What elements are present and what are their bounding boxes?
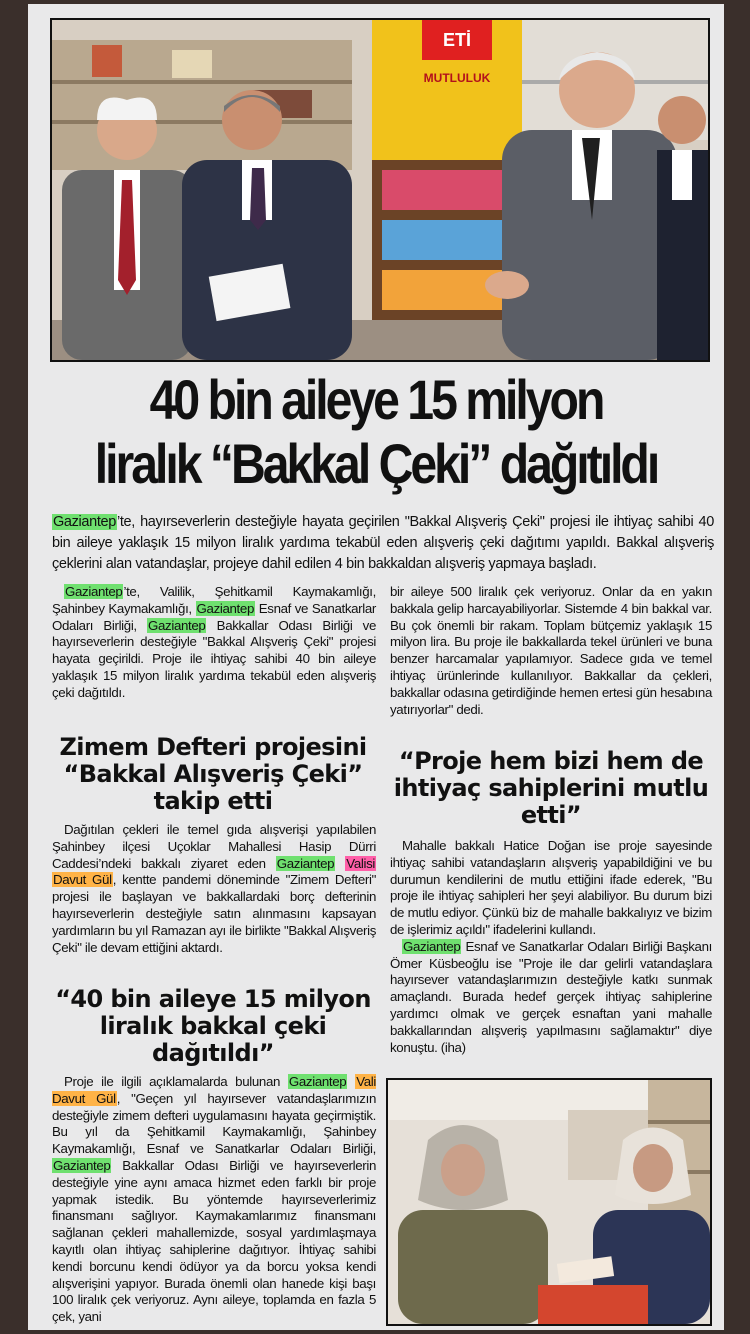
left-paragraph-2: Dağıtılan çekleri ile temel gıda alışverişi yapılabilen Şahinbey ilçesi Uçoklar Mahallesi Hasip Dürri Caddesi’ndeki bakkalı ziyaret eden Gaziantep Valisi Davut Gül, kentte pandemi döneminde "Zimem Defteri" projesi ile başlayan ve bakkallardaki borç defterinin hayırseverlerin desteğiyle satın alınmasını kapsayan yardımların bu yıl Ramazan ayı ile birlikte "Bakkal Alışveriş Çeki" ile devam ettiğini aktardı.	[52, 822, 376, 955]
highlight-vali-davut-gul: Vali Davut Gül	[52, 1074, 376, 1106]
bottom-photo-illustration	[388, 1080, 710, 1324]
left-column-3	[52, 1074, 376, 1326]
highlight-davut-gul: Davut Gül	[53, 872, 112, 888]
right-column-2	[390, 838, 712, 1056]
left-column	[52, 584, 376, 702]
right-column	[390, 584, 712, 718]
subheading-proje-hem: “Proje hem bizi hem de ihtiyaç sahiplerini mutlu etti”	[393, 747, 709, 829]
highlight-gaziantep: Gaziantep	[276, 855, 335, 871]
highlight-gaziantep: Gaziantep	[288, 1074, 347, 1089]
highlight-gaziantep: Gaziantep	[148, 617, 206, 633]
subheading-40-bin: “40 bin aileye 15 milyon liralık bakkal çeki dağıtıldı”	[55, 985, 371, 1067]
highlight-gaziantep: Gaziantep	[65, 584, 123, 599]
highlight-valisi: Valisi	[346, 855, 375, 871]
right-paragraph-1: bir aileye 500 liralık çek veriyoruz. Onlar da en yakın bakkala gelip harcayabiliyorlar. Sistemde 4 bin bakkal var. Bu çok önemli bir rakam. Toplam bütçemiz yaklaşık 15 milyon lira. Bu proje ile bakkallarda tekel ürünleri ve buna benzer harcamalar yapılamıyor. Sadece gıda ve temel ihtiyaç ürünlerinde kullanılıyor. Bakkallar da çekleri, bakkallar odasına getirdiğinde hemen ertesi gün hesabına yatırıyorlar" dedi.	[390, 584, 712, 717]
sign-brand: ETİ	[442, 30, 472, 50]
left-paragraph-3: Proje ile ilgili açıklamalarda bulunan Gaziantep Vali Davut Gül, "Geçen yıl hayırsever vatandaşlarımızın desteğiyle zimem defteri uygulamasını hayata geçirmiştik. Bu yıl da Şehitkamil Kaymakamlığı, Şahinbey Kaymakamlığı, Esnaf ve Sanatkarlar Odaları Birliği, Gaziantep Bakkallar Odası Birliği ve hayırseverlerin desteğiyle yine aynı amaca hizmet eden farklı bir proje yapmak istedik. Bu yöntemde hayırseverlerimiz finansmanı sağlıyor. Kaymakamlarımız finansmanı sağlanan çekleri mahallemizde, sosyal yardımlaşmaya kayıtlı olan ihtiyaç sahiplerine dağıtıyor. İhtiyaç sahibi kendi borcunu kendi ödüyor ya da borcu yoksa kendi alışverişini yapıyor. Burada önemli olan hanede kişi başı 100 liralık çek veriyoruz. Aynı aileye, toplamda en fazla 5 çek, yani	[52, 1074, 376, 1325]
highlight-gaziantep: Gaziantep	[196, 600, 254, 616]
left-paragraph-1: Gaziantep’te, Valilik, Şehitkamil Kaymakamlığı, Şahinbey Kaymakamlığı, Gaziantep Esnaf ve Sanatkarlar Odaları Birliği, Gaziantep Bakkallar Odası Birliği ve hayırseverlerin desteğiyle "Bakkal Alışveriş Çeki" projesi hayata geçirildi. Proje ile ihtiyaç sahibi 40 bin aileye yaklaşık 15 milyon liralık yardıma tekabül eden alışveriş çeki dağıtıldı.	[52, 584, 377, 700]
left-column-2	[52, 822, 376, 956]
sign-text: MUTLULUK	[423, 71, 491, 85]
lead-paragraph	[52, 512, 714, 575]
newspaper-page	[28, 4, 724, 1330]
highlight-gaziantep: Gaziantep	[53, 514, 116, 530]
highlight-gaziantep: Gaziantep	[403, 938, 461, 954]
highlight-gaziantep: Gaziantep	[53, 1157, 111, 1173]
headline-line-1: 40 bin aileye 15 milyon	[149, 368, 603, 431]
subheading-zimem: Zimem Defteri projesini “Bakkal Alışveriş Çeki” takip etti	[59, 733, 367, 815]
headline-line-2: liralık “Bakkal Çeki” dağıtıldı	[94, 432, 658, 495]
top-photo	[50, 18, 710, 362]
top-photo-illustration	[52, 20, 708, 360]
right-paragraph-2: Mahalle bakkalı Hatice Doğan ise proje sayesinde ihtiyaç sahibi vatandaşların alışveriş yapabildiğini ve bu durumun kendilerini de mutlu ettiğini ifade ederek, "Bu proje ile ihtiyaç sahipleri her şeyi alabiliyor. Bu durum bizi de mutlu ediyor. Çünkü biz de mahalle bakkalıyız ve bizim de işlerimiz açıldı" ifadelerini kullandı.	[390, 838, 712, 937]
right-paragraph-3: Gaziantep Esnaf ve Sanatkarlar Odaları Birliği Başkanı Ömer Küsbeoğlu ise "Proje ile dar gelirli vatandaşlara hayırsever vatandaşlarımızın desteğiyle katkı sunmak amaçlandı. Burada hedef gerçek ihtiyaç sahiplerine yardımcı olmak ve gerçek esnaftan yani mahalle bakkallarından alışveriş yapılmasını sağlamaktır" diye konuştu. (iha)	[390, 938, 712, 1055]
lead-text: ’te, hayırseverlerin desteğiyle hayata geçirilen "Bakkal Alışveriş Çeki" projesi ile ihtiyaç sahibi 40 bin aileye yaklaşık 15 milyon liralık yardıma tekabül eden alışveriş çeki dağıtımı yapıldı. Bakkal alışveriş çeklerini alan vatandaşlar, projeye dahil edilen 4 bin bakkaldan alışveriş yapmaya başladı.	[52, 514, 714, 572]
bottom-photo	[386, 1078, 712, 1326]
